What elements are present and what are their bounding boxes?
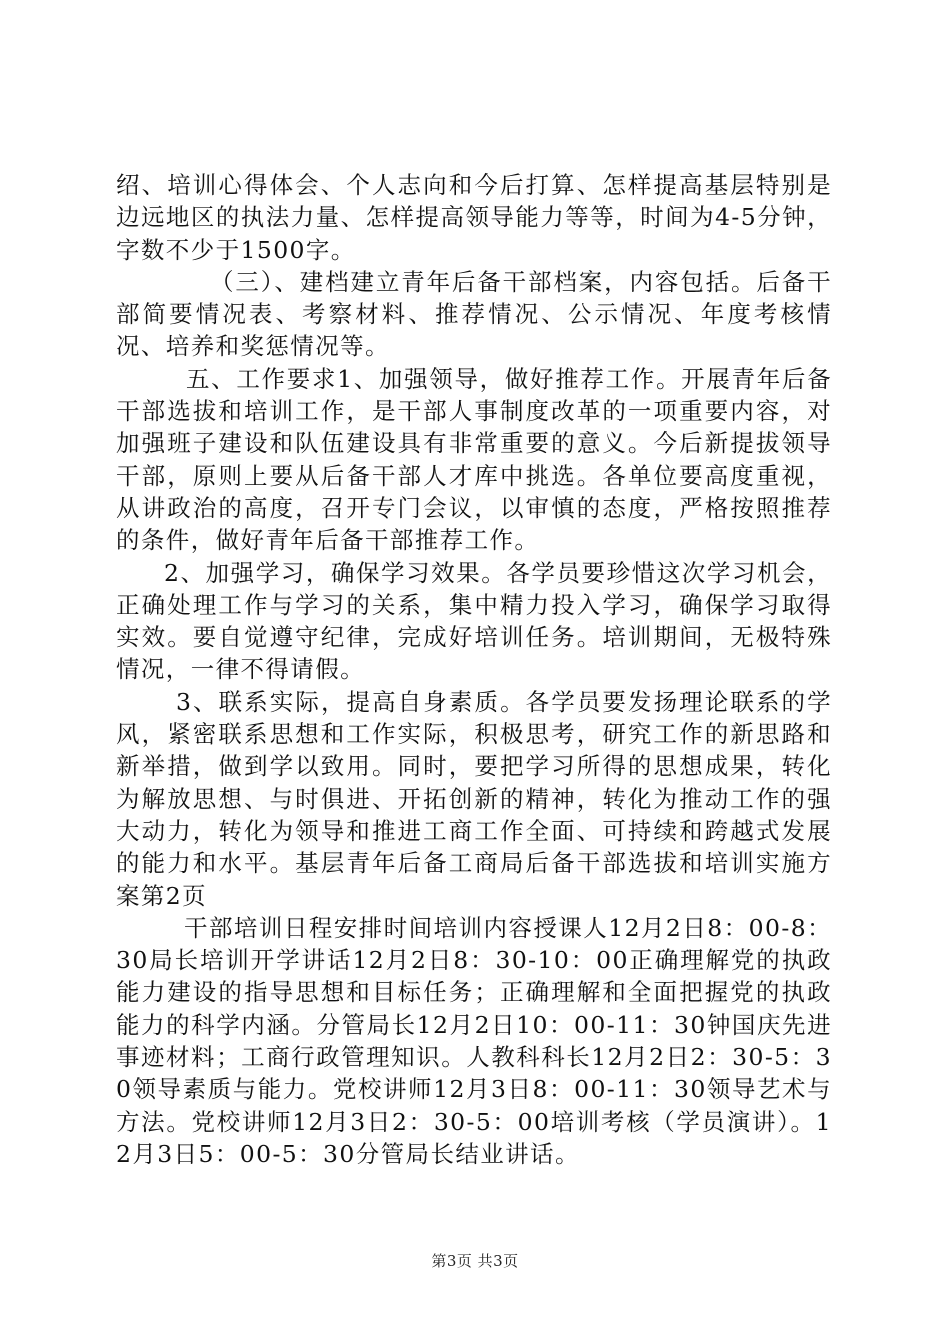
- page-footer: 第3页 共3页: [431, 1252, 519, 1270]
- paragraph-archive: （三）、建档建立青年后备干部档案，内容包括。后备干部简要情况表、考察材料、推荐情况、公示情况、年度考核情况、培养和奖惩情况等。: [116, 267, 832, 361]
- paragraph-practice: 3、联系实际，提高自身素质。各学员要发扬理论联系的学风，紧密联系思想和工作实际，积极思考，研究工作的新思路和新举措，做到学以致用。同时，要把学习所得的思想成果，转化为解放思想、与时俱进、开拓创新的精神，转化为推动工作的强大动力，转化为领导和推进工商工作全面、可持续和跨越式发展的能力和水平。基层青年后备工商局后备干部选拔和培训实施方案第2页: [116, 687, 832, 910]
- paragraph-study: 2、加强学习，确保学习效果。各学员要珍惜这次学习机会，正确处理工作与学习的关系，集中精力投入学习，确保学习取得实效。要自觉遵守纪律，完成好培训任务。培训期间，无极特殊情况，一律不得请假。: [116, 558, 832, 684]
- paragraph-work-requirements: 五、工作要求1、加强领导，做好推荐工作。开展青年后备干部选拔和培训工作，是干部人事制度改革的一项重要内容，对加强班子建设和队伍建设具有非常重要的意义。今后新提拔领导干部，原则上要从后备干部人才库中挑选。各单位要高度重视，从讲政治的高度，召开专门会议，以审慎的态度，严格按照推荐的条件，做好青年后备干部推荐工作。: [116, 364, 832, 555]
- paragraph-training-schedule: 干部培训日程安排时间培训内容授课人12月2日8：00-8：30局长培训开学讲话12月2日8：30-10：00正确理解党的执政能力建设的指导思想和目标任务；正确理解和全面把握党的执政能力的科学内涵。分管局长12月2日10：00-11：30钟国庆先进事迹材料；工商行政管理知识。人教科科长12月2日2：30-5：30领导素质与能力。党校讲师12月3日8：00-11：30领导艺术与方法。党校讲师12月3日2：30-5：00培训考核（学员演讲）。12月3日5：00-5：30分管局长结业讲话。: [116, 913, 832, 1168]
- paragraph-self-introduction-tail: 绍、培训心得体会、个人志向和今后打算、怎样提高基层特别是边远地区的执法力量、怎样提高领导能力等等，时间为4-5分钟，字数不少于1500字。: [116, 171, 832, 264]
- document-body: [116, 169, 832, 1170]
